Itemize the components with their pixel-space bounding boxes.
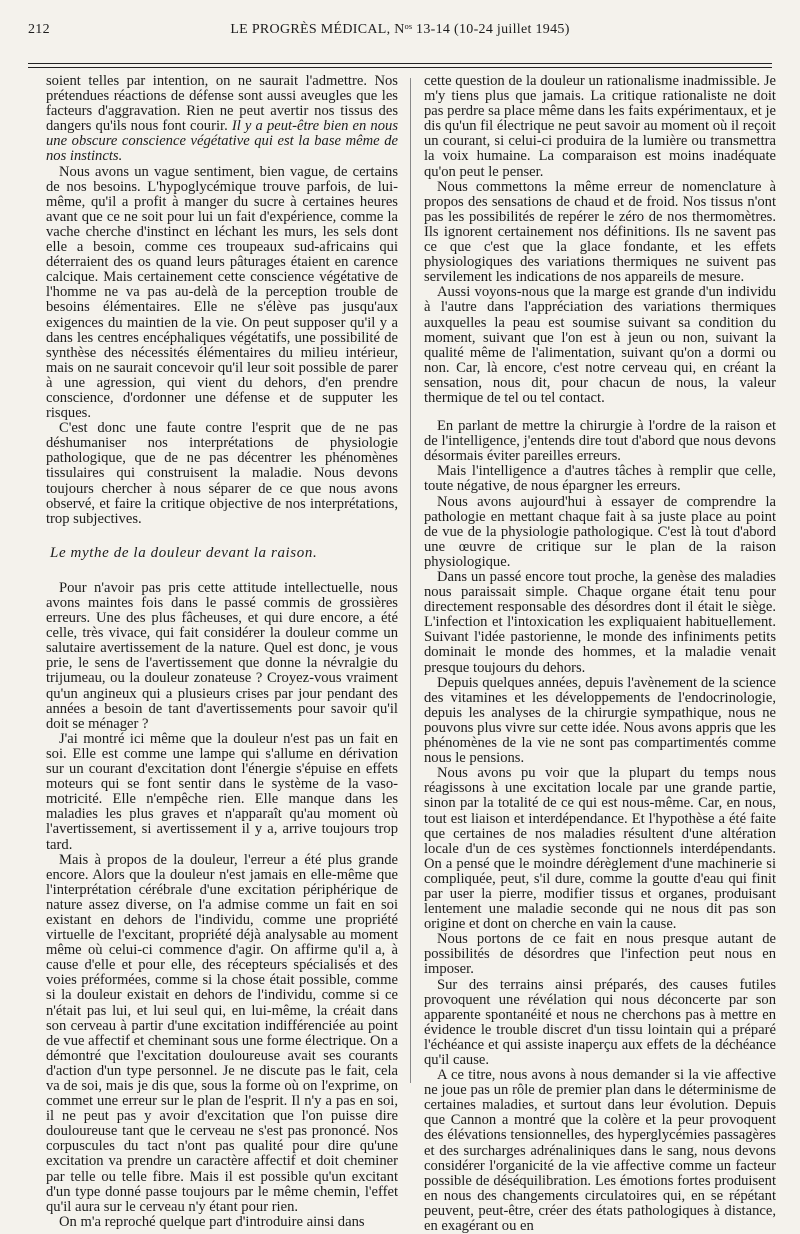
- paragraph: En parlant de mettre la chirurgie à l'ordre de la raison et de l'intelligence, j'entends dire tout d'abord que nous devons désormais éviter pareilles erreurs.: [424, 418, 776, 465]
- section-heading: Le mythe de la douleur devant la raison.: [50, 544, 318, 561]
- paragraph: J'ai montré ici même que la douleur n'est pas un fait en soi. Elle est comme une lampe qui s'allume en dérivation sur un courant d'excitation dont l'énergie s'épuise en effets moteurs qui se font sentir dans le système de la vaso-motricité. Elle n'empêche rien. Elle manque dans les maladies les plus graves et n'apparaît qu'au moment où l'avertissement, si avertissement il y a, arrive toujours trop tard.: [46, 730, 398, 853]
- paragraph: Sur des terrains ainsi préparés, des causes futiles provoquent une révélation qui nous déconcerte par son apparente spontanéité et nous ne cherchons pas à mettre en évidence le trouble discret d'un tissu lointain qui a préparé l'échéance et qui assiste inaperçu aux effets de la déchéance qu'il cause.: [424, 976, 776, 1068]
- running-head: [28, 22, 772, 42]
- page-number: 212: [28, 22, 50, 37]
- paragraph: Nous portons de ce fait en nous presque autant de possibilités de désordres que l'infection peut nous en imposer.: [424, 931, 776, 978]
- journal-title: LE PROGRÈS MÉDICAL, Nᵒˢ 13-14 (10-24 juillet 1945): [230, 22, 570, 37]
- paragraph: Nous avons aujourd'hui à essayer de comprendre la pathologie en mettant chaque fait à sa juste place au point de vue de la physiologie pathologique. C'est là tout d'abord une œuvre de critique sur le plan de la raison physiologique.: [424, 493, 776, 570]
- paragraph: Pour n'avoir pas pris cette attitude intellectuelle, nous avons maintes fois dans le passé commis de grossières erreurs. Une des plus fâcheuses, et qui dure encore, a été celle, très vivace, qui fait considérer la douleur comme un salutaire avertissement de la nature. Quel est donc, je vous prie, le sens de l'avertissement que donne la névralgie du trijumeau, ou la douleur zonateuse ? Croyez-vous vraiment qu'un angineux qui a plusieurs crises par jour pendant des années a besoin de tant d'avertissements pour savoir qu'il doit se ménager ?: [46, 579, 398, 732]
- paragraph: Dans un passé encore tout proche, la genèse des maladies nous paraissait simple. Chaque organe était tenu pour directement responsable des désordres dont il était le siège. L'infection et l'intoxication les expliquaient habituellement. Suivant l'idée pastorienne, le monde des infiniments petits dominait le monde des hommes, et la maladie venait presque toujours du dehors.: [424, 569, 776, 676]
- paragraph: cette question de la douleur un rationalisme inadmissible. Je m'y tiens plus que jamais. La critique rationaliste ne doit pas perdre sa place même dans les faits expérimentaux, et je dis qu'un fil électrique ne peut savoir au moment où il reçoit un courant, si celui-ci produira de la lumière ou transmettra la voix humaine. La comparaison est moins inadéquate qu'on peut le penser.: [424, 73, 776, 180]
- paragraph: Mais à propos de la douleur, l'erreur a été plus grande encore. Alors que la douleur n'est jamais en elle-même que l'interprétation cérébrale d'une excitation périphérique de nature assez diverse, on l'a admise comme un fait en soi existant en dehors de l'individu, comme une propriété virtuelle de l'excitant, propriété déjà analysable au moment même où celui-ci commence d'agir. On affirme qu'il a, à cause d'elle et pour elle, des récepteurs spécialisés et des voies préformées, comme si la chose était possible, comme si la douleur existait en dehors de l'individu, comme si ce n'était pas lui, et lui seul qui, en lui-même, la créait dans son cerveau à partir d'une excitation indifférenciée au point de vue affectif et cheminant sous une forme électrique. On a démontré que l'excitation douloureuse avait ses courants d'action d'un type personnel. Je ne discute pas le fait, cela va de soi, mais je dis que, sous la forme où on l'exprime, on commet une erreur sur le plan de l'esprit. Il n'y a pas en soi, il ne peut pas y avoir d'excitation que l'on puisse dire douloureuse tant que le cerveau ne s'est pas prononcé. Nos corpuscules du tact n'ont pas qualité pour dire qu'une excitation va prendre un caractère affectif et doit cheminer par telle ou telle fibre. Mais il est possible qu'un excitant d'un type donné passe toujours par le même chemin, l'effet qu'il aura sur le cerveau n'y étant pour rien.: [46, 851, 398, 1215]
- header-rule: [28, 63, 772, 68]
- paragraph-text: soient telles par intention, on ne saurait l'admettre. Nos prétendues réactions de défense sont aussi aveugles que les facteurs d'aggravation. Rien ne peut avertir nos tissus des dangers qu'ils nous font courir.: [46, 73, 398, 135]
- column-divider: [410, 78, 411, 1083]
- paragraph: On m'a reproché quelque part d'introduire ainsi dans: [59, 1213, 365, 1230]
- right-column: [424, 73, 776, 1234]
- paragraph: A ce titre, nous avons à nous demander si la vie affective ne joue pas un rôle de premier plan dans le déterminisme de certaines maladies, et surtout dans leur évolution. Depuis que Cannon a montré que la colère et la peur provoquent des élévations tensionnelles, des hyperglycémies passagères et des surcharges adrénaliniques dans le sang, nous devons considérer l'organicité de la vie affective comme un facteur possible de déséquilibration. Les émotions fortes produisent en nous des changements circulatoires qui, en se répétant peuvent, peut-être, créer des états pathologiques à distance, en exagérant ou en: [424, 1067, 776, 1234]
- paragraph: Nous commettons la même erreur de nomenclature à propos des sensations de chaud et de froid. Nos tissus n'ont pas les possibilités de repérer le zéro de nos thermomètres. Ils ignorent certainement nos définitions. Ils ne savent pas ce que c'est que la glace fondante, et les effets physiologiques des variations thermiques ne suivent pas servilement les indications de nos appareils de mesure.: [424, 178, 776, 286]
- paragraph: Nous avons pu voir que la plupart du temps nous réagissons à une excitation locale par une grande partie, sinon par la totalité de ce qui est nous-même. Car, en nous, tout est liaison et interdépendance. Et l'hypothèse a été faite que certaines de nos maladies résultent d'une altération locale d'un de ces systèmes fonctionnels interdépendants. On a pensé que le moindre dérèglement d'une machinerie si compliquée, peut, s'il dure, comme la goutte d'eau qui finit par user la pierre, modifier tissus et organes, produisant lentement une maladie seconde qui ne nous dit pas son origine et dont on cherche en vain la cause.: [424, 765, 776, 933]
- paragraph: Depuis quelques années, depuis l'avènement de la science des vitamines et les développements de l'endocrinologie, depuis les analyses de la chirurgie sympathique, nous ne pouvons plus vivre sur cette idée. Nous avons appris que les phénomènes de la vie ne sont pas compartimentés comme nous le pensions.: [424, 674, 776, 767]
- article-body: [46, 73, 776, 1234]
- paragraph: Aussi voyons-nous que la marge est grande d'un individu à l'autre dans l'appréciation des variations thermiques auxquelles la peau est soumise suivant sa condition du moment, suivant que l'on est à jeun ou non, suivant la qualité même de l'alimentation, suivant qu'on a dormi ou non. Car, là encore, c'est notre cerveau qui, en créant la sensation, nous dit, pour chacun de nous, la valeur thermique de tel ou tel contact.: [424, 284, 776, 406]
- paragraph: C'est donc une faute contre l'esprit que de ne pas déshumaniser nos interprétations de physiologie pathologique, que de ne pas décentrer les phénomènes tissulaires qui construisent la maladie. Nous devons toujours chercher à nous séparer de ce que nous avons observé, et faire la critique objective de nos interprétations, trop subjectives.: [46, 420, 398, 527]
- paragraph: Nous avons un vague sentiment, bien vague, de certains de nos besoins. L'hypoglycémique trouve parfois, de lui-même, qu'il a profit à manger du sucre à certaines heures avant que ce ne soit pour lui un fait d'expérience, comme la vache cherche d'instinct en léchant les murs, les sels dont elle a besoin, comme ces troupeaux sud-africains qui déterraient des os quand leurs pâturages étaient en carence calcique. Mais certainement cette conscience végétative de l'homme ne va pas au-delà de la perception trouble de besoins élémentaires. Elle ne s'élève pas jusqu'aux exigences du maintien de la vie. On peut supposer qu'il y a dans les centres encéphaliques végétatifs, une possibilité de synthèse des nécessités élémentaires du milieu intérieur, mais on ne saurait concevoir qu'il leur soit possible de parer à une agression, qui vient du dehors, d'en prendre conscience, d'ordonner une défense et de supputer les risques.: [46, 163, 398, 422]
- paragraph: [46, 74, 398, 165]
- left-column: [46, 73, 399, 1230]
- paragraph: Mais l'intelligence a d'autres tâches à remplir que celle, toute négative, de nous épargner les erreurs.: [424, 463, 776, 495]
- italic-sentence: Il y a peut-être bien en nous une obscure conscience végétative qui est la base même de nos instincts.: [46, 118, 399, 165]
